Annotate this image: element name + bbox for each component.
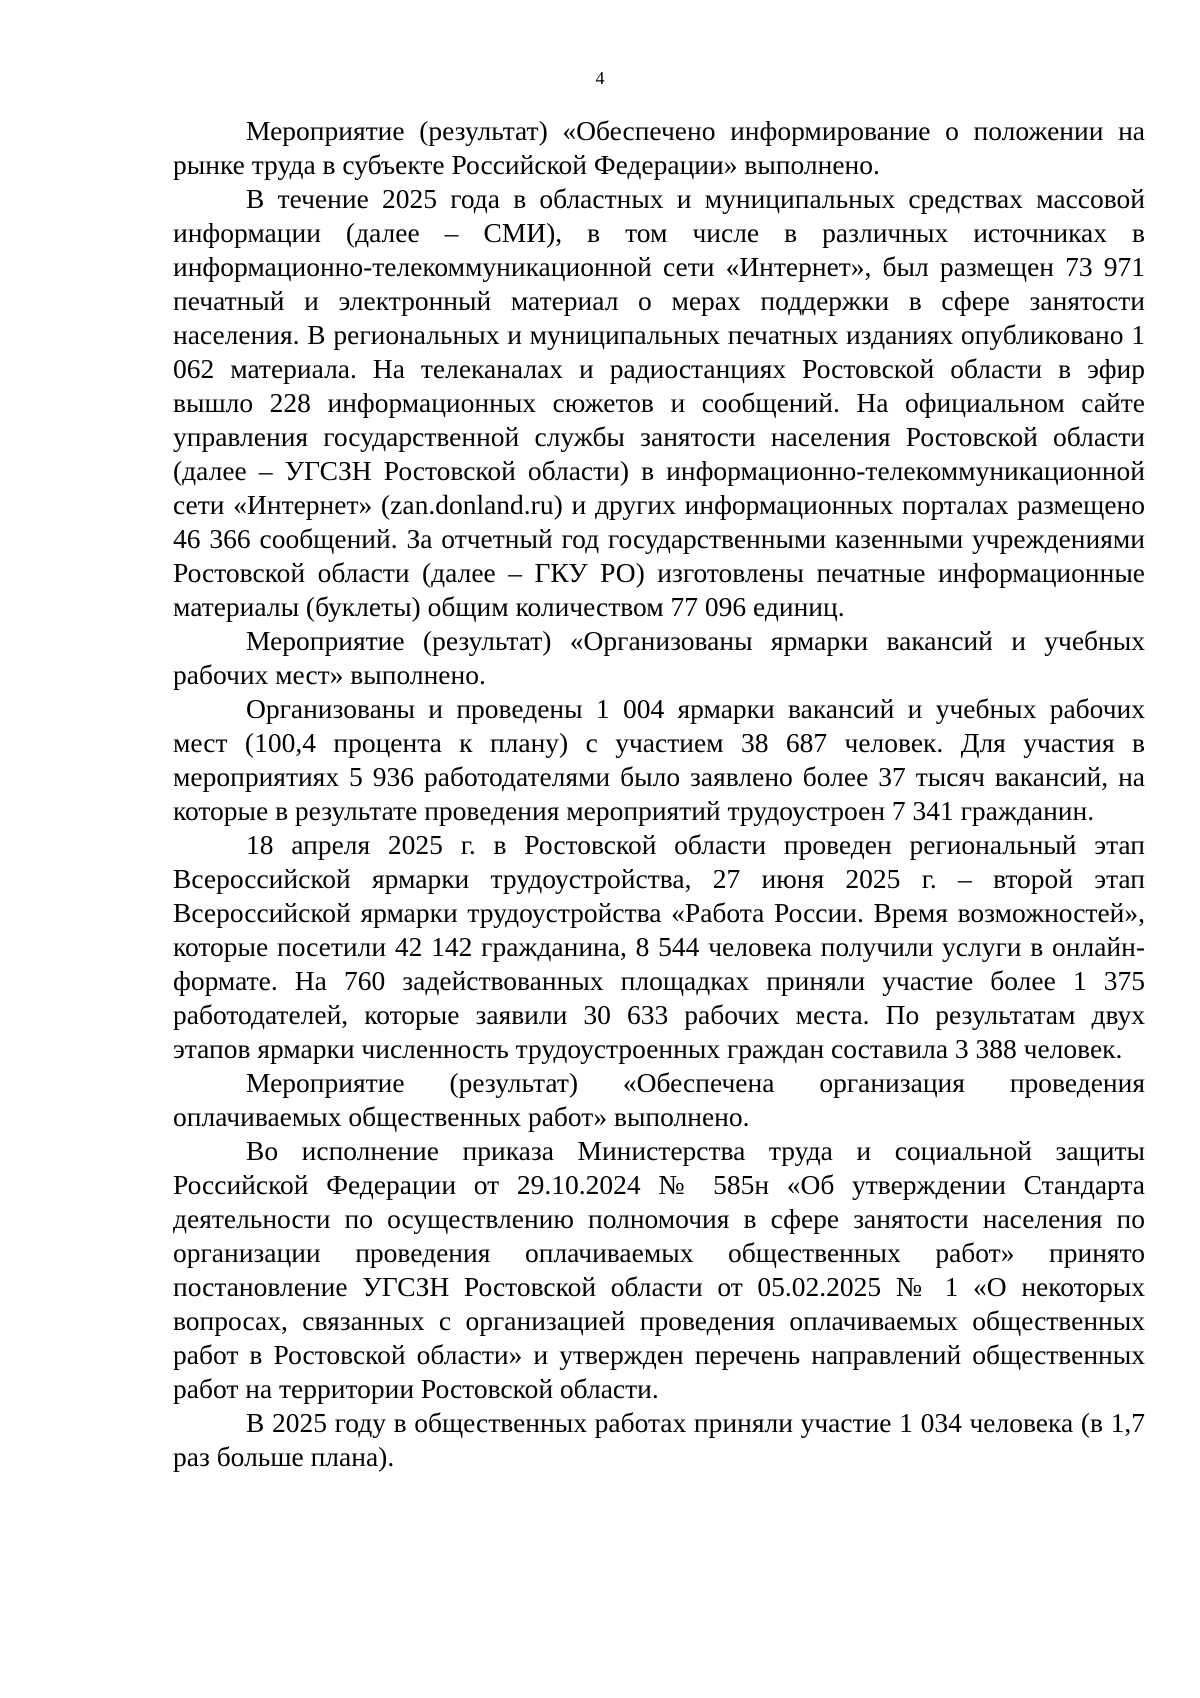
paragraph-public-works-results: В 2025 году в общественных работах приняли участие 1 034 человека (в 1,7 раз больше плана). — [173, 1407, 1145, 1472]
paragraph-event-informing: Мероприятие (результат) «Обеспечено информирование о положении на рынке труда в субъекте Российской Федерации» выполнено. — [173, 115, 1145, 180]
paragraph-event-job-fairs: Мероприятие (результат) «Организованы ярмарки вакансий и учебных рабочих мест» выполнено. — [173, 625, 1145, 690]
paragraph-public-works-order: Во исполнение приказа Министерства труда и социальной защиты Российской Федерации от 29.10.2024 № 585н «Об утверждении Стандарта деятельности по осуществлению полномочия в сфере занятости населения по организации проведения оплачиваемых общественных работ» принято постановление УГСЗН Ростовской области от 05.02.2025 № 1 «О некоторых вопросах, связанных с организацией проведения оплачиваемых общественных работ в Ростовской области» и утвержден перечень направлений общественных работ на территории Ростовской области. — [173, 1135, 1145, 1404]
document-body — [173, 114, 1145, 1474]
page-number: 4 — [595, 68, 605, 88]
paragraph-job-fairs-results: Организованы и проведены 1 004 ярмарки вакансий и учебных рабочих мест (100,4 процента к плану) с участием 38 687 человек. Для участия в мероприятиях 5 936 работодателями было заявлено более 37 тысяч вакансий, на которые в результате проведения мероприятий трудоустроен 7 341 гражданин. — [173, 693, 1145, 826]
paragraph-media-coverage: В течение 2025 года в областных и муниципальных средствах массовой информации (далее – СМИ), в том числе в различных источниках в информационно-телекоммуникационной сети «Интернет», был размещен 73 971 печатный и электронный материал о мерах поддержки в сфере занятости населения. В региональных и муниципальных печатных изданиях опубликовано 1 062 материала. На телеканалах и радиостанциях Ростовской области в эфир вышло 228 информационных сюжетов и сообщений. На официальном сайте управления государственной службы занятости населения Ростовской области (далее – УГСЗН Ростовской области) в информационно-телекоммуникационной сети «Интернет» (zan.donland.ru) и других информационных порталах размещено 46 366 сообщений. За отчетный год государственными казенными учреждениями Ростовской области (далее – ГКУ РО) изготовлены печатные информационные материалы (буклеты) общим количеством 77 096 единиц. — [173, 183, 1145, 622]
paragraph-event-public-works: Мероприятие (результат) «Обеспечена организация проведения оплачиваемых общественных работ» выполнено. — [173, 1067, 1145, 1132]
paragraph-all-russian-fair: 18 апреля 2025 г. в Ростовской области проведен региональный этап Всероссийской ярмарки трудоустройства, 27 июня 2025 г. – второй этап Всероссийской ярмарки трудоустройства «Работа России. Время возможностей», которые посетили 42 142 гражданина, 8 544 человека получили услуги в онлайн-формате. На 760 задействованных площадках приняли участие более 1 375 работодателей, которые заявили 30 633 рабочих места. По результатам двух этапов ярмарки численность трудоустроенных граждан составила 3 388 человек. — [173, 829, 1145, 1064]
